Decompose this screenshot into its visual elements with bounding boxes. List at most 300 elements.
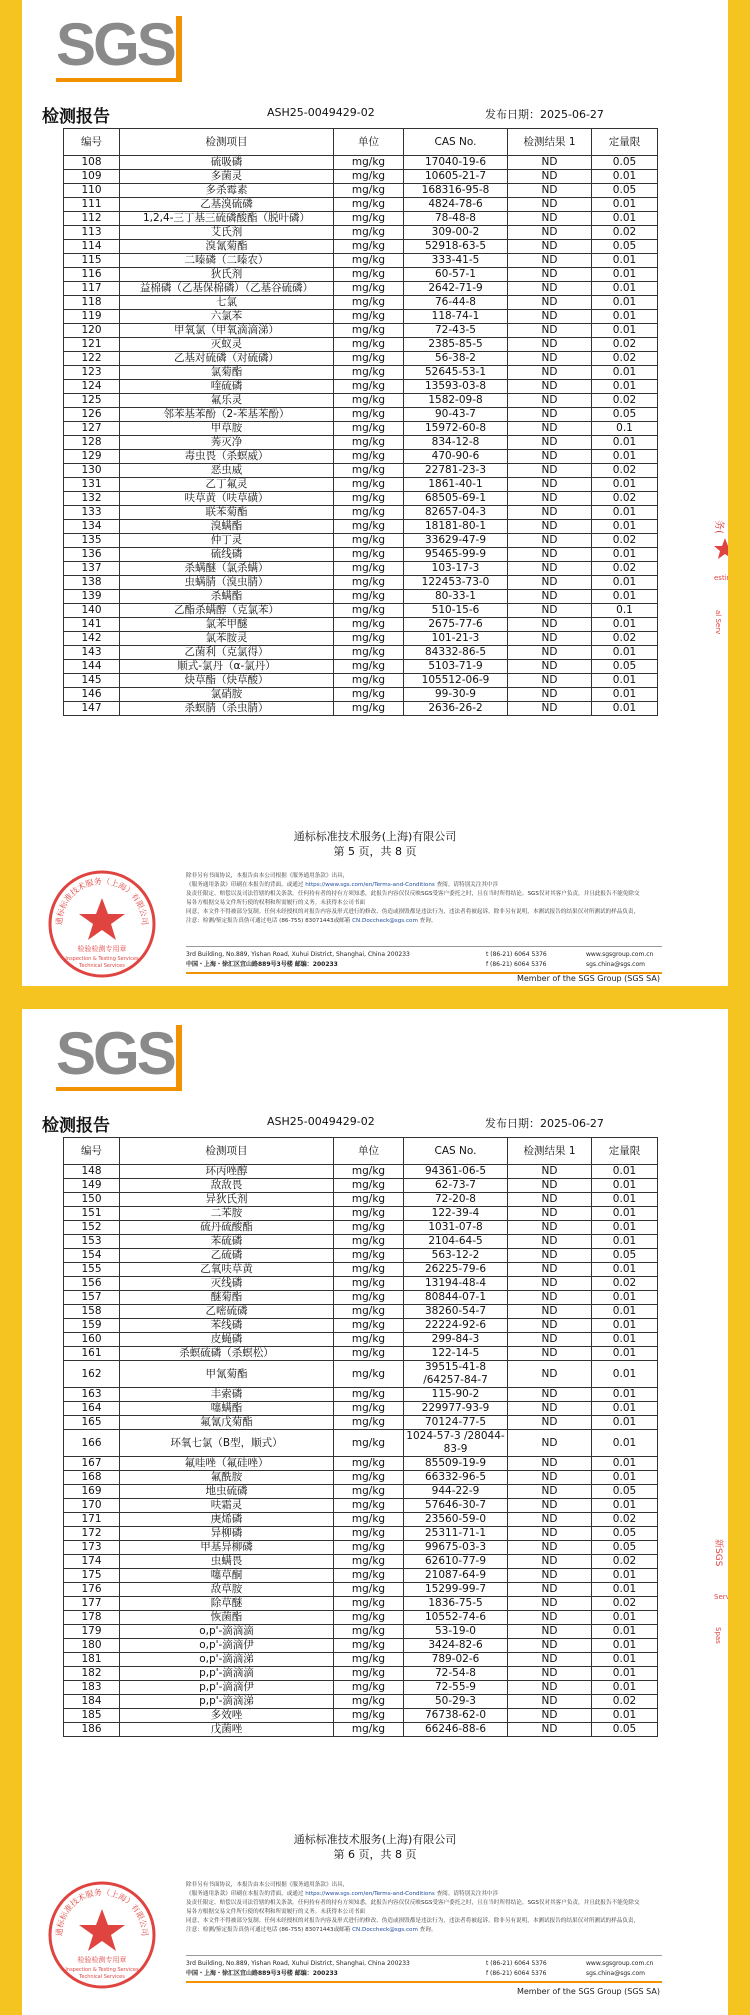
footer-page-number: 第 6 页，共 8 页 [333,1848,417,1861]
cell-number: 154 [64,1249,120,1263]
cell-result: ND [508,520,592,534]
cell-unit: mg/kg [334,156,404,170]
cell-limit: 0.01 [592,1625,658,1639]
cell-number: 165 [64,1416,120,1430]
cell-limit: 0.01 [592,520,658,534]
cell-unit: mg/kg [334,562,404,576]
cell-result: ND [508,184,592,198]
cell-cas: 82657-04-3 [404,506,508,520]
cell-unit: mg/kg [334,226,404,240]
company-seal [46,1879,158,1991]
cell-number: 146 [64,688,120,702]
table-row [64,1388,658,1402]
terms-link[interactable]: https://www.sgs.com/en/Terms-and-Conditions [305,1891,435,1897]
cell-unit: mg/kg [334,632,404,646]
cell-limit: 0.01 [592,310,658,324]
cell-item: 苯线磷 [120,1319,334,1333]
cell-item: 异柳磷 [120,1527,334,1541]
cell-item: 甲基异柳磷 [120,1541,334,1555]
cell-unit: mg/kg [334,590,404,604]
side-stamp [712,1509,736,1669]
seal-en-text-1: Inspection & Testing Services [65,1967,139,1973]
table-row [64,506,658,520]
cell-number: 139 [64,590,120,604]
cell-unit: mg/kg [334,1709,404,1723]
cell-cas: 122-39-4 [404,1207,508,1221]
cell-number: 115 [64,254,120,268]
cell-result: ND [508,1333,592,1347]
cell-limit: 0.01 [592,1471,658,1485]
col-header-result: 检测结果 1 [508,129,592,156]
table-row [64,1667,658,1681]
table-row [64,1695,658,1709]
cell-cas: 834-12-8 [404,436,508,450]
cell-result: ND [508,1347,592,1361]
cell-item: 硫丹硫酸酯 [120,1221,334,1235]
logo-bar-vertical [176,16,182,78]
report-number: ASH25-0049429-02 [267,106,375,119]
table-row [64,184,658,198]
cell-number: 147 [64,702,120,716]
cell-number: 155 [64,1263,120,1277]
fine-print-line-5b: 查询。 [417,1927,437,1933]
cell-result: ND [508,562,592,576]
address-tel: t (86-21) 6064 5376 [486,1960,547,1967]
cell-item: 仲丁灵 [120,534,334,548]
address-email[interactable]: sgs.china@sgs.com [586,961,645,968]
table-row [64,534,658,548]
fine-print-line-5a: 注意：检测/鉴定报告真伪可通过电话 (86-755) 83071443或邮箱 [186,918,353,924]
cell-unit: mg/kg [334,674,404,688]
cell-number: 108 [64,156,120,170]
cell-item: 除草醚 [120,1597,334,1611]
table-row [64,674,658,688]
cell-unit: mg/kg [334,240,404,254]
cell-limit: 0.01 [592,1388,658,1402]
cell-item: 乙基溴硫磷 [120,198,334,212]
report-page-2 [22,1009,736,2015]
cell-item: 杀螨酯 [120,590,334,604]
cell-result: ND [508,1388,592,1402]
cell-result: ND [508,1263,592,1277]
cell-number: 177 [64,1597,120,1611]
cell-number: 122 [64,352,120,366]
cell-limit: 0.01 [592,1235,658,1249]
cell-limit: 0.01 [592,1165,658,1179]
cell-number: 181 [64,1653,120,1667]
cell-result: ND [508,1569,592,1583]
report-date: 发布日期：2025-06-27 [485,1117,604,1130]
cell-cas: 18181-80-1 [404,520,508,534]
cell-item: 灭蚁灵 [120,338,334,352]
address-en: 3rd Building, No.889, Yishan Road, Xuhui District, Shanghai, China 200233 [186,951,410,958]
cell-cas: 95465-99-9 [404,548,508,562]
cell-result: ND [508,576,592,590]
table-row [64,1499,658,1513]
cell-item: 杀螟腈（杀虫腈） [120,702,334,716]
cell-result: ND [508,1277,592,1291]
cell-result: ND [508,198,592,212]
table-row [64,1277,658,1291]
table-row [64,1597,658,1611]
cell-result: ND [508,394,592,408]
side-stamp-text-5: Servic [714,1593,736,1601]
cell-limit: 0.01 [592,1179,658,1193]
address-email[interactable]: sgs.china@sgs.com [586,1970,645,1977]
side-stamp-star-icon [714,538,728,559]
cell-unit: mg/kg [334,310,404,324]
table-row [64,702,658,716]
cell-limit: 0.02 [592,492,658,506]
cell-item: 甲氰菊酯 [120,1361,334,1388]
report-title: 检测报告 [42,1116,110,1136]
cell-limit: 0.01 [592,198,658,212]
cell-item: 乙嘧硫磷 [120,1305,334,1319]
cell-result: ND [508,296,592,310]
cell-cas: 52645-53-1 [404,366,508,380]
col-header-limit: 定量限 [592,1138,658,1165]
cell-result: ND [508,492,592,506]
cell-cas: 2642-71-9 [404,282,508,296]
cell-cas: 510-15-6 [404,604,508,618]
cell-result: ND [508,1499,592,1513]
cell-limit: 0.01 [592,618,658,632]
terms-link[interactable]: https://www.sgs.com/en/Terms-and-Conditions [305,882,435,888]
cell-unit: mg/kg [334,1179,404,1193]
cell-item: 顺式-氯丹（α-氯丹） [120,660,334,674]
member-text: Member of the SGS Group (SGS SA) [516,1987,660,1996]
cell-unit: mg/kg [334,1723,404,1737]
table-row [64,436,658,450]
cell-cas: 122-14-5 [404,1347,508,1361]
cell-limit: 0.01 [592,1709,658,1723]
cell-item: 恢菌酯 [120,1611,334,1625]
cell-number: 178 [64,1611,120,1625]
table-row [64,1513,658,1527]
cell-result: ND [508,436,592,450]
cell-limit: 0.01 [592,1319,658,1333]
report-number: ASH25-0049429-02 [267,1115,375,1128]
cell-unit: mg/kg [334,184,404,198]
cell-item: 氯硝胺 [120,688,334,702]
cell-item: 乙酯杀螨醇（克氯苯） [120,604,334,618]
table-row [64,366,658,380]
cell-number: 114 [64,240,120,254]
cell-unit: mg/kg [334,1263,404,1277]
cell-cas: 1031-07-8 [404,1221,508,1235]
cell-number: 138 [64,576,120,590]
cell-result: ND [508,464,592,478]
cell-number: 163 [64,1388,120,1402]
fine-print-line-4: 同意，本文件不得被部分复制。任何未经授权的对报告内容及形式进行的修改、伪造或损毁都是违法行为，违法者将被起诉。除非另有说明，本测试报告的结果仅对所测试的样品负责， [186,1918,640,1924]
cell-item: 艾氏剂 [120,226,334,240]
cell-unit: mg/kg [334,1513,404,1527]
fine-print-line-3: 及责任限定、赔偿以及司法管辖的相关条款。任何持有者的持有方须知悉，此报告内容仅仅反映SGS受客户委托之时，且在当时所得结论。SGS仅对其客户负责，并且此报告不能免除交易各方根据交易文件所行使的权利和所需履行的义务。未获得本公司书面 [186,1900,640,1915]
cell-number: 182 [64,1667,120,1681]
cell-item: 环丙唑醇 [120,1165,334,1179]
cell-number: 152 [64,1221,120,1235]
cell-cas: 38260-54-7 [404,1305,508,1319]
cell-number: 127 [64,422,120,436]
cell-result: ND [508,1402,592,1416]
cell-limit: 0.02 [592,1695,658,1709]
table-row [64,1165,658,1179]
col-header-unit: 单位 [334,1138,404,1165]
seal-center-text: 检验检测专用章 [77,1956,127,1964]
table-row [64,576,658,590]
cell-unit: mg/kg [334,380,404,394]
cell-number: 124 [64,380,120,394]
cell-number: 113 [64,226,120,240]
table-row [64,422,658,436]
cell-cas: 2675-77-6 [404,618,508,632]
cell-item: 杀螨醚（氯杀螨） [120,562,334,576]
cell-number: 109 [64,170,120,184]
table-row [64,604,658,618]
cell-cas: 56-38-2 [404,352,508,366]
cell-number: 183 [64,1681,120,1695]
table-row [64,352,658,366]
cell-cas: 105512-06-9 [404,674,508,688]
report-title: 检测报告 [42,107,110,127]
cell-cas: 17040-19-6 [404,156,508,170]
cell-cas: 299-84-3 [404,1333,508,1347]
table-row [64,226,658,240]
cell-item: 莠灭净 [120,436,334,450]
cell-unit: mg/kg [334,268,404,282]
cell-limit: 0.01 [592,436,658,450]
sgs-logo-text: SGS [56,1020,174,1087]
footer-company: 通标标准技术服务(上海)有限公司 [293,830,457,843]
cell-result: ND [508,366,592,380]
cell-cas: 22781-23-3 [404,464,508,478]
table-row [64,1625,658,1639]
cell-number: 133 [64,506,120,520]
cell-item: 噻草酮 [120,1569,334,1583]
cell-cas: 333-41-5 [404,254,508,268]
cell-item: 氟哇唑（氟硅唑） [120,1457,334,1471]
cell-unit: mg/kg [334,702,404,716]
table-row [64,478,658,492]
cell-result: ND [508,1457,592,1471]
company-seal [46,868,158,980]
table-row [64,324,658,338]
cell-limit: 0.01 [592,1221,658,1235]
cell-limit: 0.01 [592,674,658,688]
cell-number: 111 [64,198,120,212]
col-header-unit: 单位 [334,129,404,156]
cell-unit: mg/kg [334,464,404,478]
cell-unit: mg/kg [334,534,404,548]
cell-limit: 0.1 [592,422,658,436]
table-row [64,1485,658,1499]
cell-limit: 0.02 [592,1597,658,1611]
cell-limit: 0.02 [592,1277,658,1291]
cell-cas: 10552-74-6 [404,1611,508,1625]
cell-number: 170 [64,1499,120,1513]
seal-en-text-2: Technical Services [79,1974,125,1980]
cell-unit: mg/kg [334,576,404,590]
cell-number: 174 [64,1555,120,1569]
cell-unit: mg/kg [334,660,404,674]
cell-result: ND [508,1611,592,1625]
cell-cas: 1836-75-5 [404,1597,508,1611]
cell-unit: mg/kg [334,1430,404,1457]
cell-result: ND [508,632,592,646]
address-web[interactable]: www.sgsgroup.com.cn [586,1960,654,1967]
table-row [64,520,658,534]
cell-unit: mg/kg [334,646,404,660]
cell-cas: 72-55-9 [404,1681,508,1695]
doccheck-email[interactable]: CN.Doccheck@sgs.com [352,1927,418,1933]
table-row [64,464,658,478]
cell-item: 噻螨酯 [120,1402,334,1416]
table-row [64,338,658,352]
cell-unit: mg/kg [334,604,404,618]
cell-limit: 0.05 [592,1723,658,1737]
cell-cas: 99-30-9 [404,688,508,702]
footer-page-number: 第 5 页，共 8 页 [333,845,417,858]
cell-number: 131 [64,478,120,492]
cell-item: 二嗪磷（二嗪农） [120,254,334,268]
fine-print-line-5 [186,1926,641,1935]
cell-unit: mg/kg [334,408,404,422]
cell-limit: 0.05 [592,1485,658,1499]
cell-result: ND [508,240,592,254]
cell-unit: mg/kg [334,352,404,366]
cell-limit: 0.01 [592,212,658,226]
table-row [64,1709,658,1723]
address-fax: f (86-21) 6064 5376 [486,1970,547,1977]
cell-limit: 0.05 [592,1527,658,1541]
fine-print [186,872,641,926]
side-stamp-text-4: 新SGS [713,1539,723,1567]
cell-result: ND [508,1583,592,1597]
fine-print-line-2a: 《服务通用条款》印刷在本报告的背面，或通过 [186,882,306,888]
cell-cas: 10605-21-7 [404,170,508,184]
cell-unit: mg/kg [334,1277,404,1291]
cell-result: ND [508,1541,592,1555]
cell-limit: 0.02 [592,1513,658,1527]
cell-result: ND [508,268,592,282]
cell-item: 呋霜灵 [120,1499,334,1513]
cell-unit: mg/kg [334,1625,404,1639]
col-header-result: 检测结果 1 [508,1138,592,1165]
cell-item: 1,2,4-三丁基三硫磷酸酯（脱叶磷） [120,212,334,226]
sgs-logo [56,1020,191,1087]
cell-result: ND [508,1291,592,1305]
cell-cas: 50-29-3 [404,1695,508,1709]
cell-number: 112 [64,212,120,226]
results-table [63,1137,658,1737]
cell-cas: 57646-30-7 [404,1499,508,1513]
table-row [64,1723,658,1737]
cell-cas: 2385-85-5 [404,338,508,352]
table-row [64,618,658,632]
cell-limit: 0.01 [592,1611,658,1625]
cell-number: 159 [64,1319,120,1333]
cell-limit: 0.01 [592,1681,658,1695]
cell-cas: 62610-77-9 [404,1555,508,1569]
footer-orange-line [186,1981,662,1983]
cell-cas: 103-17-3 [404,562,508,576]
cell-limit: 0.01 [592,1667,658,1681]
fine-print-line-2b: 查阅。请特别关注其中涉 [434,882,499,888]
cell-number: 134 [64,520,120,534]
address-web[interactable]: www.sgsgroup.com.cn [586,951,654,958]
cell-limit: 0.05 [592,184,658,198]
cell-unit: mg/kg [334,1457,404,1471]
table-row [64,1471,658,1485]
cell-item: 环氧七氯（B型，顺式） [120,1430,334,1457]
cell-cas: 68505-69-1 [404,492,508,506]
cell-unit: mg/kg [334,1388,404,1402]
cell-item: 六氯苯 [120,310,334,324]
cell-result: ND [508,548,592,562]
cell-result: ND [508,1513,592,1527]
cell-result: ND [508,478,592,492]
cell-limit: 0.01 [592,576,658,590]
cell-result: ND [508,282,592,296]
table-row [64,688,658,702]
cell-number: 173 [64,1541,120,1555]
cell-unit: mg/kg [334,1681,404,1695]
doccheck-email[interactable]: CN.Doccheck@sgs.com [352,918,418,924]
cell-unit: mg/kg [334,1207,404,1221]
cell-cas: 122453-73-0 [404,576,508,590]
col-header-limit: 定量限 [592,129,658,156]
cell-cas: 115-90-2 [404,1388,508,1402]
cell-number: 128 [64,436,120,450]
cell-item: 敌敌畏 [120,1179,334,1193]
cell-result: ND [508,1597,592,1611]
cell-result: ND [508,1193,592,1207]
cell-unit: mg/kg [334,688,404,702]
cell-cas: 1582-09-8 [404,394,508,408]
cell-item: 狄氏剂 [120,268,334,282]
cell-cas: 66246-88-6 [404,1723,508,1737]
cell-result: ND [508,702,592,716]
cell-unit: mg/kg [334,212,404,226]
cell-cas: 15972-60-8 [404,422,508,436]
cell-cas: 85509-19-9 [404,1457,508,1471]
logo-bar-horizontal [56,78,182,82]
cell-unit: mg/kg [334,1361,404,1388]
cell-cas: 52918-63-5 [404,240,508,254]
cell-result: ND [508,1681,592,1695]
cell-item: 乙基对硫磷（对硫磷） [120,352,334,366]
table-row [64,394,658,408]
side-stamp [712,488,736,648]
cell-unit: mg/kg [334,1667,404,1681]
cell-result: ND [508,1179,592,1193]
cell-cas: 72-54-8 [404,1667,508,1681]
report-date: 发布日期：2025-06-27 [485,108,604,121]
cell-unit: mg/kg [334,1527,404,1541]
fine-print-line-2 [186,881,641,890]
cell-item: 氟乐灵 [120,394,334,408]
cell-limit: 0.01 [592,1347,658,1361]
table-row [64,1207,658,1221]
cell-unit: mg/kg [334,170,404,184]
sgs-logo-text: SGS [56,11,174,78]
table-row [64,1569,658,1583]
cell-number: 143 [64,646,120,660]
cell-limit: 0.01 [592,268,658,282]
cell-cas: 15299-99-7 [404,1583,508,1597]
cell-item: o,p'-滴滴滴 [120,1625,334,1639]
cell-cas: 26225-79-6 [404,1263,508,1277]
